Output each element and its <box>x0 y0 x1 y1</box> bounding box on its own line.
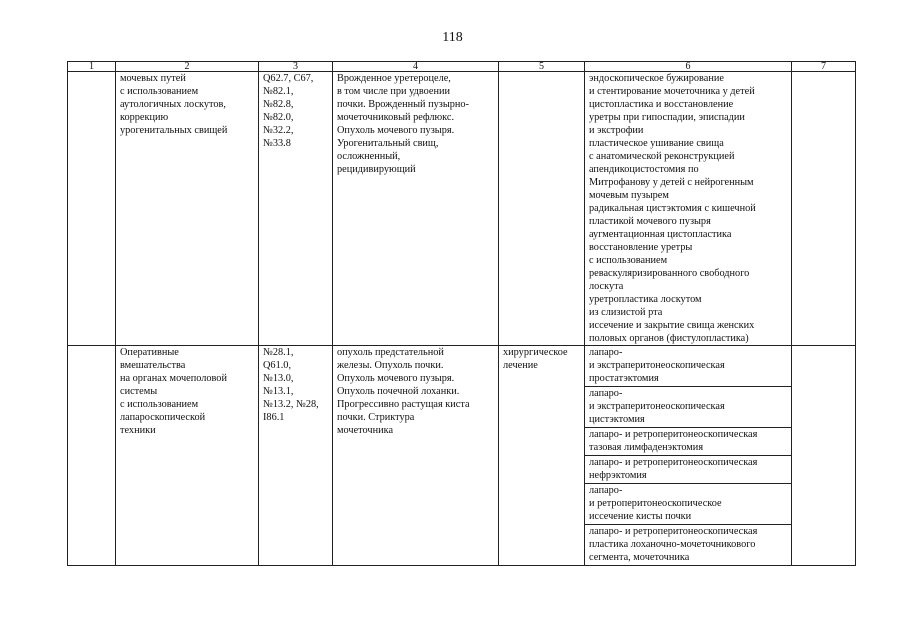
text-line: мочевым пузырем <box>589 190 669 201</box>
text-line: пластика лоханочно-мочеточникового <box>589 539 756 550</box>
text-line: цистэктомия <box>589 414 645 425</box>
text-line: в том числе при удвоении <box>337 86 451 97</box>
column-number: 1 <box>68 62 116 72</box>
column-number: 6 <box>585 62 792 72</box>
text-line: лапаро- и ретроперитонеоскопическая <box>589 457 758 468</box>
page-number: 118 <box>442 30 463 45</box>
text-line: реваскуляризированного свободного <box>589 268 750 279</box>
text-line: №32.2, <box>263 125 294 136</box>
cell-extra <box>792 346 856 566</box>
text-line: опухоль предстательной <box>337 347 444 358</box>
text-line: рецидивирующий <box>337 164 416 175</box>
text-line: I86.1 <box>263 412 285 423</box>
text-line: №13.1, <box>263 386 294 397</box>
text-line: мочеточниковый рефлюкс. <box>337 112 455 123</box>
cell-icd-codes <box>259 72 333 346</box>
text-line: иссечение и закрытие свища женских <box>589 320 755 331</box>
text-line: мочевых путей <box>120 73 186 84</box>
text-line: лоскута <box>589 281 624 292</box>
text-line: и экстраперитонеоскопическая <box>589 401 725 412</box>
method-entry <box>585 525 791 565</box>
text-line: и стентирование мочеточника у детей <box>589 86 755 97</box>
text-line: Q62.7, C67, <box>263 73 314 84</box>
text-line: железы. Опухоль почки. <box>337 360 444 371</box>
text-line: эндоскопическое бужирование <box>589 73 724 84</box>
text-line: мочеточника <box>337 425 394 436</box>
text-line: с использованием <box>589 255 668 266</box>
text-line: простатэктомия <box>589 373 659 384</box>
text-line: радикальная цистэктомия с кишечной <box>589 203 756 214</box>
column-number: 2 <box>116 62 259 72</box>
text-line: с использованием <box>120 86 199 97</box>
text-line: пластическое ушивание свища <box>589 138 724 149</box>
text-line: коррекцию <box>120 112 169 123</box>
text-line: сегмента, мочеточника <box>589 552 690 563</box>
text-line: и экстрофии <box>589 125 644 136</box>
text-line: техники <box>120 425 156 436</box>
method-entry <box>585 428 791 456</box>
text-line: тазовая лимфаденэктомия <box>589 442 704 453</box>
text-line: половых органов (фистулопластика) <box>589 333 749 344</box>
text-line: вмешательства <box>120 360 186 371</box>
text-line: №13.2, №28, <box>263 399 319 410</box>
text-line: лапаро- и ретроперитонеоскопическая <box>589 429 758 440</box>
text-line: лапароскопической <box>120 412 206 423</box>
text-line: хирургическое <box>503 347 568 358</box>
text-line: с анатомической реконструкцией <box>589 151 735 162</box>
column-number: 5 <box>499 62 585 72</box>
text-line: с использованием <box>120 399 199 410</box>
text-line: №28.1, <box>263 347 294 358</box>
cell-procedure-name <box>116 346 259 566</box>
text-line: лечение <box>503 360 538 371</box>
text-line: восстановление уретры <box>589 242 693 253</box>
text-line: Опухоль почечной лоханки. <box>337 386 460 397</box>
table-row <box>68 72 856 346</box>
text-line: лапаро- <box>589 347 623 358</box>
text-line: лапаро- <box>589 388 623 399</box>
column-number: 3 <box>259 62 333 72</box>
method-entry <box>585 346 791 387</box>
cell-procedure-name <box>116 72 259 346</box>
text-line: почки. Врожденный пузырно- <box>337 99 469 110</box>
text-line: почки. Стриктура <box>337 412 415 423</box>
text-line: №82.1, <box>263 86 294 97</box>
text-line: иссечение кисты почки <box>589 511 692 522</box>
column-number-row <box>68 62 856 72</box>
text-line: на органах мочеполовой <box>120 373 227 384</box>
text-line: Оперативные <box>120 347 179 358</box>
cell-treatment-type <box>499 346 585 566</box>
text-line: Q61.0, <box>263 360 292 371</box>
text-line: аутологичных лоскутов, <box>120 99 226 110</box>
cell-extra <box>792 72 856 346</box>
cell-method-list <box>585 346 792 566</box>
text-line: урогенитальных свищей <box>120 125 228 136</box>
text-line: №33.8 <box>263 138 291 149</box>
table-row <box>68 346 856 566</box>
method-entry <box>585 387 791 428</box>
text-line: цистопластика и восстановление <box>589 99 734 110</box>
text-line: из слизистой рта <box>589 307 663 318</box>
text-line: Опухоль мочевого пузыря. <box>337 373 455 384</box>
text-line: Прогрессивно растущая киста <box>337 399 470 410</box>
text-line: пластикой мочевого пузыря <box>589 216 711 227</box>
text-line: Опухоль мочевого пузыря. <box>337 125 455 136</box>
cell-treatment-type <box>499 72 585 346</box>
text-line: №82.8, <box>263 99 294 110</box>
text-line: Митрофанову у детей с нейрогенным <box>589 177 754 188</box>
text-line: лапаро- <box>589 485 623 496</box>
text-line: №13.0, <box>263 373 294 384</box>
column-number: 4 <box>333 62 499 72</box>
text-line: нефрэктомия <box>589 470 647 481</box>
method-entry <box>585 484 791 525</box>
text-line: Урогенитальный свищ, <box>337 138 439 149</box>
text-line: уретропластика лоскутом <box>589 294 702 305</box>
text-line: Врожденное уретероцеле, <box>337 73 451 84</box>
procedures-table <box>67 61 856 566</box>
text-line: №82.0, <box>263 112 294 123</box>
text-line: уретры при гипоспадии, эписпадии <box>589 112 745 123</box>
cell-diagnosis <box>333 346 499 566</box>
text-line: и экстраперитонеоскопическая <box>589 360 725 371</box>
text-line: лапаро- и ретроперитонеоскопическая <box>589 526 758 537</box>
cell-index <box>68 346 116 566</box>
cell-method <box>585 72 792 346</box>
column-number: 7 <box>792 62 856 72</box>
text-line: аугментационная цистопластика <box>589 229 732 240</box>
method-entry <box>585 456 791 484</box>
text-line: апендикоцистостомия по <box>589 164 699 175</box>
cell-index <box>68 72 116 346</box>
text-line: системы <box>120 386 158 397</box>
cell-icd-codes <box>259 346 333 566</box>
cell-diagnosis <box>333 72 499 346</box>
text-line: осложненный, <box>337 151 401 162</box>
text-line: и ретроперитонеоскопическое <box>589 498 722 509</box>
